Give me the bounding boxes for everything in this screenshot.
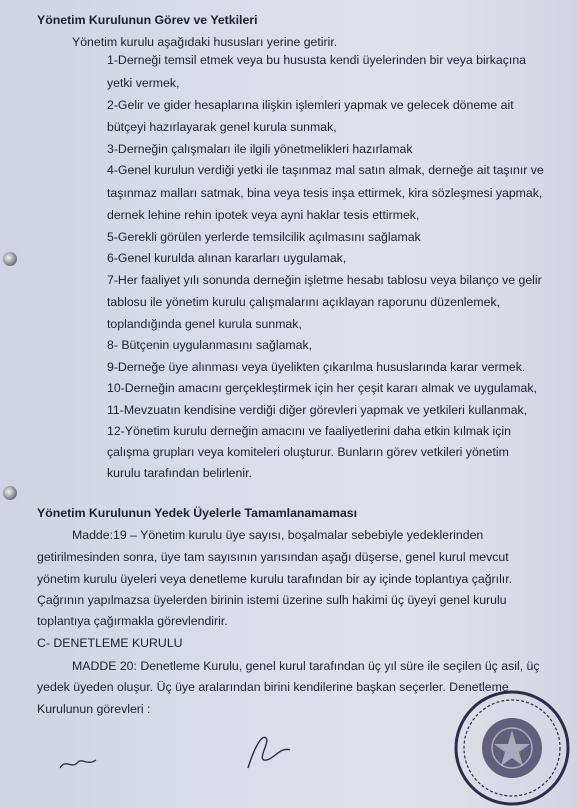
duty-line: toplandığında genel kurula sunmak, [107, 317, 302, 331]
duty-line: 4-Genel kurulun verdiği yetki ile taşınmaz mal satın almak, derneğe ait taşınır ve [107, 163, 544, 177]
section-heading-board-duties: Yönetim Kurulunun Görev ve Yetkileri [37, 13, 258, 27]
intro-line: Yönetim kurulu aşağıdaki hususları yerine getirir. [72, 35, 338, 49]
duty-line: bütçeyi hazırlayarak genel kurula sunmak, [107, 120, 337, 134]
duty-line: tablosu ile yönetim kurulu çalışmalarını açıklayan raporunu düzenlemek, [107, 295, 501, 309]
signature-mark [240, 728, 300, 772]
article-19-line: Çağrının yapılmazsa üyelerden birinin istemi üzerine sulh hakimi üç üyeyi genel kurulu [37, 593, 507, 607]
duty-line: 2-Gelir ve gider hesaplarına ilişkin işlemleri yapmak ve gelecek döneme ait [107, 98, 514, 112]
duty-line: 6-Genel kurulda alınan kararları uygulamak, [107, 251, 347, 265]
duty-line: 3-Derneğin çalışmaları ile ilgili yönetmelikleri hazırlamak [107, 142, 413, 156]
article-19-line: Madde:19 – Yönetim kurulu üye sayısı, boşalmalar sebebiyle yedeklerinden [72, 528, 484, 542]
duty-line: 11-Mevzuatın kendisine verdiği diğer görevleri yapmak ve yetkileri kullanmak, [107, 403, 528, 417]
article-20-line: yedek üyeden oluşur. Üç üye aralarından birini kendilerine başkan seçerler. Denetleme [37, 680, 509, 694]
duty-line: 10-Derneğin amacını gerçekleştirmek için her çeşit kararı almak ve uygulamak, [107, 381, 537, 395]
duty-line: dernek lehine rehin ipotek veya ayni haklar tesis ettirmek, [107, 208, 420, 222]
article-20-line: MADDE 20: Denetleme Kurulu, genel kurul tarafından üç yıl süre ile seçilen üç asil, üç [72, 659, 540, 673]
duty-line: kurulu tarafından belirlenir. [107, 466, 252, 480]
punch-hole [3, 252, 17, 266]
duty-line: 1-Derneği temsil etmek veya bu hususta kendi üyelerinden bir veya birkaçına [107, 53, 526, 67]
duty-line: 12-Yönetim kurulu derneğin amacını ve faaliyetlerini daha etkin kılmak için [107, 424, 511, 438]
duty-line: taşınmaz malları satmak, bina veya tesis inşa ettirmek, kira sözleşmesi yapmak, [107, 186, 543, 200]
article-19-line: toplantıya çağırmakla görevlendirir. [37, 614, 228, 628]
article-20-line: Kurulunun görevleri : [37, 702, 151, 716]
article-19-line: getirilmesinden sonra, üye tam sayısının yarısından aşağı düşerse, genel kurul mevcut [37, 550, 509, 564]
punch-hole [3, 486, 17, 500]
duty-line: 5-Gerekli görülen yerlerde temsilcilik açılmasını sağlamak [107, 230, 421, 244]
duty-line: 9-Derneğe üye alınması veya üyelikten çıkarılma hususlarında karar vermek. [107, 360, 526, 374]
duty-line: çalışma grupları veya komiteleri oluşturur. Bunların görev vetkileri yönetim [107, 445, 509, 459]
association-seal [452, 688, 572, 808]
signature-mark [58, 752, 98, 772]
section-heading-substitute-members: Yönetim Kurulunun Yedek Üyelerle Tamamlanamaması [37, 506, 358, 520]
duty-line: 7-Her faaliyet yılı sonunda derneğin işletme hesabı tablosu veya bilanço ve gelir [107, 273, 542, 287]
duty-line: yetki vermek, [107, 76, 180, 90]
section-heading-audit-board: C- DENETLEME KURULU [37, 636, 183, 650]
duty-line: 8- Bütçenin uygulanmasını sağlamak, [107, 338, 313, 352]
article-19-line: yönetim kurulu üyeleri veya denetleme kurulu tarafından bir ay içinde toplantıya çağrılır. [37, 572, 513, 586]
